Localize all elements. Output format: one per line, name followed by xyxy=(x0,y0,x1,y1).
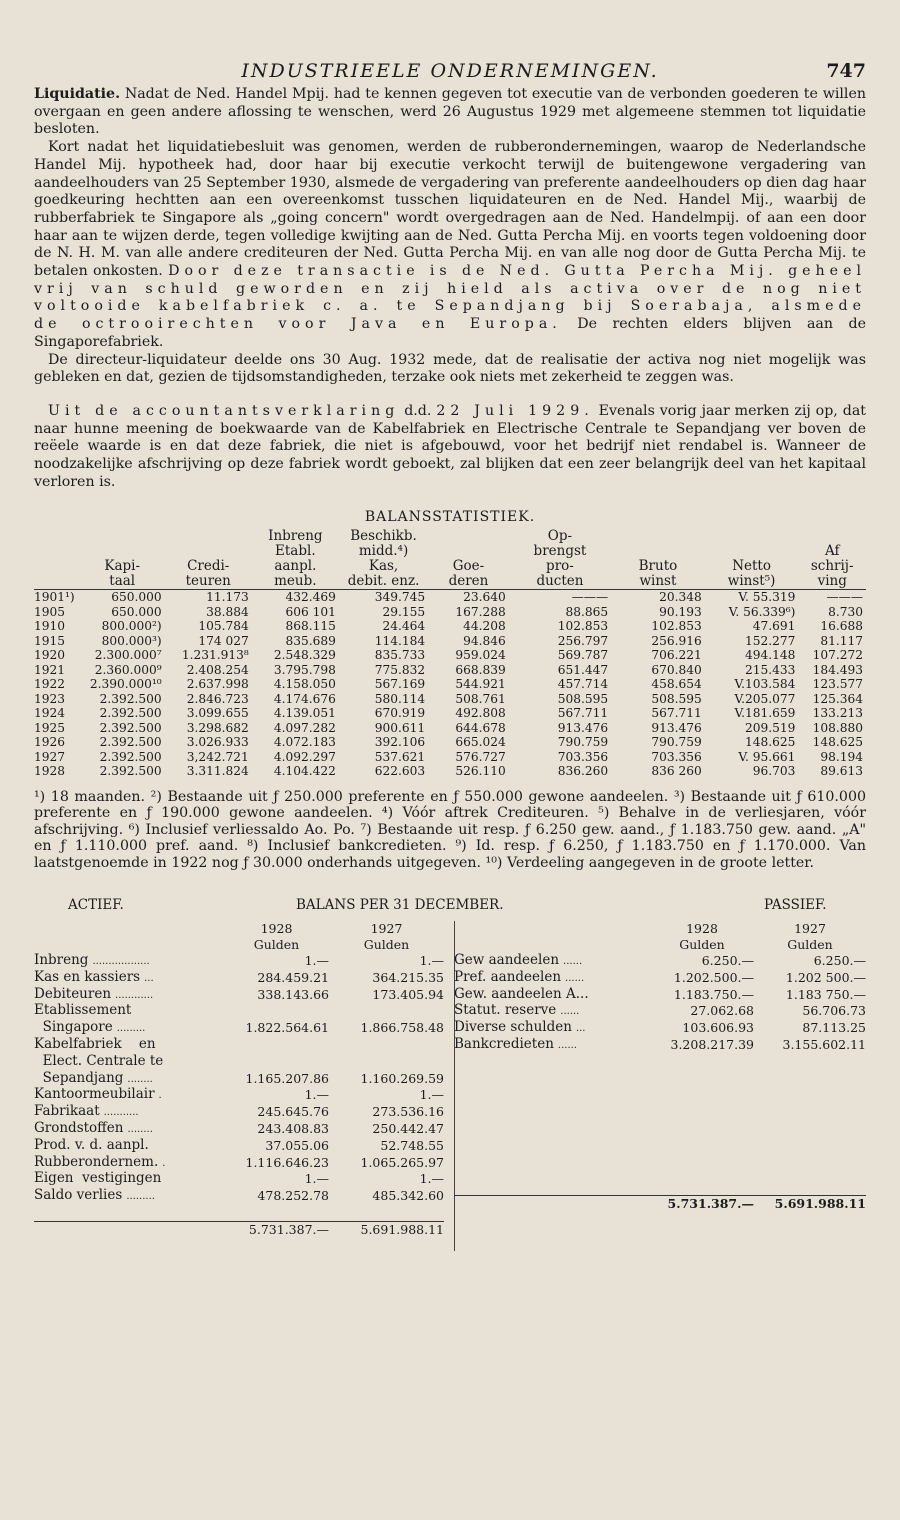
table-cell: 4.174.676 xyxy=(273,691,336,706)
activa-row xyxy=(34,1121,444,1138)
table-cell: 38.884 xyxy=(206,604,249,619)
table-cell: 665.024 xyxy=(455,735,506,750)
table-cell: ——— xyxy=(571,590,609,605)
table-cell: V. 56.339⁶) xyxy=(728,604,796,619)
row-year: 1922 xyxy=(34,677,66,692)
table-cell: 703.356 xyxy=(557,749,609,764)
value-1927: 1.065.265.97 xyxy=(360,1154,444,1170)
line-label: Inbreng xyxy=(34,952,89,969)
passiva-row xyxy=(454,953,866,970)
table-cell: 4.097.282 xyxy=(273,720,336,735)
leader-dots: ........... xyxy=(103,1107,139,1119)
passiva-side: 1928 1927 Gulden Gulden Gew aandeelen ...... 6.250.— 6.250.— Pref. aandeelen ...... 1.202.500.— 1.202 500.— Gew. aandeelen A... 1.183.750.— 1.183 750.— Statut. reserve ...... 27.062.68 56.706.73 Diverse schulden ... 103.606.93 87.113.25 Bankcredieten ...... 3.208.217.39 3.155.602.11 5.731.387.— 5.691.988.11 xyxy=(454,921,866,1211)
value-1927 xyxy=(329,1037,444,1054)
value-1928: 1.— xyxy=(304,1087,329,1103)
table-cell: 800.000³) xyxy=(101,633,162,648)
table-cell: 3.311.824 xyxy=(186,764,249,779)
spaced-text: Door deze transactie is de Ned. Gutta Percha Mij. geheel vrij van schuld geworden en zij hield als activa over de nog niet voltooide kabelfabriek c. a. te Sepandjang bij Soerabaja, alsmede de octrooirechten voor Java en Europa. xyxy=(34,263,867,333)
table-cell: 4.092.297 xyxy=(273,749,336,764)
table-cell: 152.277 xyxy=(745,633,796,648)
leader-dots: ... xyxy=(144,972,154,984)
line-label: Kas en kassiers xyxy=(34,968,141,985)
activa-row xyxy=(34,1071,444,1088)
table-cell: 2.390.000¹⁰ xyxy=(89,677,162,692)
table-cell: 775.832 xyxy=(374,662,426,677)
value-1928 xyxy=(224,1003,329,1020)
leader-dots: ...... xyxy=(560,1006,580,1018)
line-label: Diverse schulden xyxy=(454,1019,572,1036)
leader-dots: . xyxy=(162,1157,166,1169)
line-label: Saldo verlies xyxy=(34,1187,123,1204)
stats-title: BALANSSTATISTIEK. xyxy=(364,509,536,526)
table-cell: 392.106 xyxy=(374,735,426,750)
table-cell: 2.637.998 xyxy=(186,677,249,692)
value-1927: 6.250.— xyxy=(813,953,866,969)
table-cell: ——— xyxy=(826,590,863,605)
activa-row xyxy=(34,1003,444,1020)
table-cell: 670.919 xyxy=(374,706,426,721)
activa-title: ACTIEF. xyxy=(68,897,124,914)
table-cell: 576.727 xyxy=(455,749,506,764)
table-cell: V. 55.319 xyxy=(738,590,796,605)
passiva-row xyxy=(454,1020,866,1037)
activa-row xyxy=(34,1037,444,1054)
table-cell: 88.865 xyxy=(565,604,609,619)
table-cell: 349.745 xyxy=(374,590,426,605)
table-row xyxy=(34,634,866,649)
leader-dots: ........ xyxy=(127,1124,153,1136)
table-cell: 11.173 xyxy=(206,590,249,605)
table-cell: 670.840 xyxy=(651,662,702,677)
balance-sheet xyxy=(34,897,866,1257)
line-label: Sepandjang xyxy=(34,1069,124,1086)
table-cell: 209.519 xyxy=(745,720,796,735)
passiva-title: PASSIEF. xyxy=(764,897,827,914)
activa-row xyxy=(34,1054,444,1071)
table-cell: 492.808 xyxy=(455,706,506,721)
table-cell: 114.184 xyxy=(374,633,426,648)
table-cell: 836 260 xyxy=(651,764,702,779)
value-1928: 6.250.— xyxy=(701,953,754,969)
table-cell: 24.464 xyxy=(382,619,426,634)
table-cell: 8.730 xyxy=(828,604,863,619)
activa-total-1927: 5.691.988.11 xyxy=(360,1222,444,1238)
row-year: 1926 xyxy=(34,735,66,750)
table-cell: 47.691 xyxy=(752,619,796,634)
running-header xyxy=(34,56,866,86)
passiva-row xyxy=(454,987,866,1004)
leader-dots: ............ xyxy=(115,989,154,1001)
table-cell: 3.099.655 xyxy=(186,706,249,721)
value-1928 xyxy=(224,1037,329,1054)
table-cell: 650.000 xyxy=(111,590,162,605)
value-1927: 250.442.47 xyxy=(372,1121,444,1137)
balance-statistics-table: Inbreng Beschikb. Op- Etabl. midd.⁴) brengst Af Kapi- Credi- aanpl. Kas, Goe- pro- Bruto Netto schrij- taal teuren meub. debit. enz. deren ducten winst winst⁵) ving 1901¹) 650.000 11.173 432.469 349.745 23.640 ——— 20.348 V. 55.319 ——— 1905 650.000 38.884 606 101 29.155 167.288 88.865 90.193 V. 56.339⁶) 8.730 1910 800.000²) 105.784 868.115 24.464 44.208 102.853 102.853 47.691 16.688 1915 800.000³) 174 027 835.689 114.184 94.846 256.797 256.916 152.277 81.117 1920 2.300.000⁷ 1.231.913⁸ 2.548.329 835.733 959.024 569.787 706.221 494.148 107.272 1921 2.360.000⁹ 2.408.254 3.795.798 775.832 668.839 651.447 670.840 215.433 184.493 1922 2.390.000¹⁰ 2.637.998 4.158.050 567.169 544.921 457.714 458.654 V.103.584 123.577 1923 2.392.500 2.846.723 4.174.676 580.114 508.761 508.595 508.595 V.205.077 125.364 1924 2.392.500 3.099.655 4.139.051 670.919 492.808 567.711 567.711 V.181.659 133.213 1925 2.392.500 3.298.682 4.097.282 900.611 644.678 913.476 913.476 209.519 108.880 1926 2.392.500 3.026.933 4.072.183 392.106 665.024 790.759 790.759 148.625 148.625 1927 2.392.500 3,242.721 4.092.297 537.621 576.727 703.356 703.356 V. 95.661 98.194 1928 2.392.500 3.311.824 4.104.422 622.603 526.110 836.260 836 260 96.703 89.613 xyxy=(34,529,866,779)
table-cell: 174 027 xyxy=(198,633,249,648)
value-1928: 1.183.750.— xyxy=(673,986,754,1002)
passiva-row xyxy=(454,1037,866,1054)
page xyxy=(34,56,866,1257)
table-cell: 567.711 xyxy=(557,706,609,721)
table-cell: 800.000²) xyxy=(101,619,162,634)
value-1928: 338.143.66 xyxy=(257,986,329,1002)
table-cell: 4.139.051 xyxy=(273,706,336,721)
table-cell: 432.469 xyxy=(285,590,336,605)
paragraph-directeur: De directeur-liquidateur deelde ons 30 Aug. 1932 mede, dat de realisatie der activa nog niet mogelijk was gebleken en dat, gezien de tijdsomstandigheden, terzake ook niets met zekerheid te zeggen was. xyxy=(34,351,866,386)
table-cell: V.205.077 xyxy=(734,691,796,706)
line-label: Kantoormeubilair xyxy=(34,1086,155,1103)
table-cell: 567.711 xyxy=(651,706,702,721)
table-cell: 2.392.500 xyxy=(99,735,162,750)
table-cell: 868.115 xyxy=(285,619,336,634)
leader-dots: ...... xyxy=(565,972,585,984)
leader-dots: ......... xyxy=(116,1023,146,1035)
activa-row xyxy=(34,1138,444,1155)
table-cell: 89.613 xyxy=(820,764,863,779)
value-1928 xyxy=(224,1054,329,1071)
activa-row xyxy=(34,1188,444,1205)
passiva-row xyxy=(454,970,866,987)
value-1928: 37.055.06 xyxy=(265,1137,329,1153)
activa-row xyxy=(34,970,444,987)
table-row xyxy=(34,692,866,707)
table-cell: 458.654 xyxy=(651,677,702,692)
paragraph-liquidatie: Liquidatie. Nadat de Ned. Handel Mpij. had te kennen gegeven tot executie van de verbonden goederen te willen overgaan en geen andere aflossing te wenschen, werd 26 Augustus 1929 met algemeene stemmen tot liquidatie besloten. xyxy=(34,86,866,138)
paragraph-lead: Liquidatie. xyxy=(34,86,121,102)
activa-row xyxy=(34,987,444,1004)
table-cell: 913.476 xyxy=(651,720,702,735)
value-1927: 485.342.60 xyxy=(372,1188,444,1204)
table-cell: V.181.659 xyxy=(734,706,796,721)
table-cell: 184.493 xyxy=(812,662,863,677)
row-year: 1920 xyxy=(34,648,66,663)
value-1927: 52.748.55 xyxy=(380,1137,444,1153)
line-label: Elect. Centrale te xyxy=(34,1052,164,1069)
line-label: Prod. v. d. aanpl. xyxy=(34,1136,149,1153)
table-cell: 544.921 xyxy=(455,677,506,692)
line-label: Pref. aandeelen xyxy=(454,968,562,985)
activa-row xyxy=(34,1104,444,1121)
table-cell: 123.577 xyxy=(812,677,863,692)
leader-dots: ... xyxy=(575,1023,586,1035)
table-cell: 102.853 xyxy=(557,619,609,634)
activa-row xyxy=(34,1087,444,1104)
table-cell: 3,242.721 xyxy=(186,749,249,764)
table-cell: 4.072.183 xyxy=(273,735,336,750)
table-cell: 29.155 xyxy=(382,604,426,619)
table-cell: 650.000 xyxy=(111,604,162,619)
table-cell: 508.595 xyxy=(557,691,609,706)
value-1928: 103.606.93 xyxy=(682,1020,754,1036)
value-1927 xyxy=(329,1003,444,1020)
value-1927: 3.155.602.11 xyxy=(782,1037,866,1053)
line-label: Fabrikaat xyxy=(34,1103,100,1120)
table-row xyxy=(34,721,866,736)
table-cell: 900.611 xyxy=(374,720,426,735)
activa-row xyxy=(34,1155,444,1172)
table-cell: 94.846 xyxy=(463,633,506,648)
value-1928: 27.062.68 xyxy=(690,1003,754,1019)
table-row xyxy=(34,750,866,765)
row-year: 1905 xyxy=(34,604,66,619)
table-cell: 2.392.500 xyxy=(99,691,162,706)
table-cell: 2.392.500 xyxy=(99,720,162,735)
table-cell: 2.392.500 xyxy=(99,764,162,779)
table-cell: 96.703 xyxy=(752,764,796,779)
passiva-row xyxy=(454,1003,866,1020)
value-1927: 1.160.269.59 xyxy=(360,1070,444,1086)
table-row xyxy=(34,735,866,750)
table-row xyxy=(34,605,866,620)
line-label: Rubberondernem. xyxy=(34,1153,159,1170)
table-cell: 20.348 xyxy=(659,590,702,605)
value-1928: 245.645.76 xyxy=(257,1104,329,1120)
table-cell: 2.392.500 xyxy=(99,749,162,764)
row-year: 1915 xyxy=(34,633,66,648)
table-cell: 457.714 xyxy=(557,677,609,692)
leader-dots: .................. xyxy=(92,956,150,968)
table-cell: 108.880 xyxy=(812,720,863,735)
table-cell: 569.787 xyxy=(557,648,609,663)
table-cell: 2.392.500 xyxy=(99,706,162,721)
leader-dots: ......... xyxy=(126,1191,155,1203)
line-label: Etablissement xyxy=(34,1002,132,1019)
row-year: 1924 xyxy=(34,706,66,721)
table-cell: 105.784 xyxy=(198,619,249,634)
table-cell: 537.621 xyxy=(374,749,426,764)
value-1927: 1.— xyxy=(419,1171,444,1187)
table-cell: V.103.584 xyxy=(734,677,796,692)
table-cell: 256.797 xyxy=(557,633,609,648)
table-cell: 2.846.723 xyxy=(186,691,249,706)
line-label: Kabelfabriek en xyxy=(34,1036,156,1053)
table-row xyxy=(34,677,866,692)
leader-dots: ...... xyxy=(557,1040,577,1052)
row-year: 1925 xyxy=(34,720,66,735)
table-cell: 3.298.682 xyxy=(186,720,249,735)
line-label: Eigen vestigingen xyxy=(34,1170,162,1187)
value-1927: 364.215.35 xyxy=(372,969,444,985)
table-cell: 703.356 xyxy=(651,749,702,764)
value-1928: 1.— xyxy=(304,953,329,969)
table-cell: 1.231.913⁸ xyxy=(181,648,249,663)
page-number: 747 xyxy=(826,60,866,82)
table-cell: 567.169 xyxy=(374,677,426,692)
table-row xyxy=(34,663,866,678)
table-cell: 835.689 xyxy=(285,633,336,648)
balance-title: BALANS PER 31 DECEMBER. xyxy=(296,897,504,914)
table-cell: 16.688 xyxy=(820,619,863,634)
table-cell: 494.148 xyxy=(745,648,796,663)
table-cell: 90.193 xyxy=(659,604,702,619)
activa-row xyxy=(34,1020,444,1037)
value-1928: 243.408.83 xyxy=(257,1121,329,1137)
value-1927: 56.706.73 xyxy=(802,1003,866,1019)
value-1927 xyxy=(329,1054,444,1071)
value-1928: 1.202.500.— xyxy=(673,969,754,985)
line-label: Gew. aandeelen A... xyxy=(454,985,589,1002)
row-year: 1927 xyxy=(34,749,66,764)
table-row xyxy=(34,706,866,721)
leader-dots: ........ xyxy=(127,1073,153,1085)
table-cell: 2.408.254 xyxy=(186,662,249,677)
value-1928: 284.459.21 xyxy=(257,969,329,985)
value-1928: 1.— xyxy=(304,1171,329,1187)
value-1927: 87.113.25 xyxy=(802,1020,866,1036)
table-cell: 644.678 xyxy=(455,720,506,735)
table-cell: 959.024 xyxy=(455,648,506,663)
line-label: Bankcredieten xyxy=(454,1036,554,1053)
footnotes: ¹) 18 maanden. ²) Bestaande uit ƒ 250.000 preferente en ƒ 550.000 gewone aandeelen. ³) Bestaande uit ƒ 610.000 preferente en ƒ 190.000 gewone aandeelen. ⁴) Vóór aftrek Crediteuren. ⁵) Behalve in de verliesjaren, vóór afschrijving. ⁶) Inclusief verliessaldo Ao. Po. ⁷) Bestaande uit resp. ƒ 6.250 gew. aand., ƒ 1.183.750 gew. aand. „A" en ƒ 1.110.000 pref. aand. ⁸) Inclusief bankcredieten. ⁹) Id. resp. ƒ 6.250, ƒ 1.183.750 en ƒ 1.170.000. Van laatstgenoemde in 1922 nog ƒ 30.000 onderhands uitgegeven. ¹⁰) Verdeeling aangegeven in de groote letter. xyxy=(34,788,866,871)
leader-dots: ...... xyxy=(563,956,583,968)
activa-row xyxy=(34,953,444,970)
line-label: Singapore xyxy=(34,1019,113,1036)
table-cell: 4.158.050 xyxy=(273,677,336,692)
table-cell: 98.194 xyxy=(820,749,863,764)
table-cell: 102.853 xyxy=(651,619,702,634)
table-cell: 23.640 xyxy=(463,590,506,605)
line-label: Debiteuren xyxy=(34,985,112,1002)
paragraph-executie: Kort nadat het liquidatiebesluit was genomen, werden de rubberondernemingen, waarop de Nederlandsche Handel Mij. hypotheek had, door haar bij executie verkocht terwijl de buitengewone vergadering van aandeelhouders van 25 September 1930, alsmede de vergadering van preferente aandeelhouders op dien dag haar goedkeuring hechtten aan een overeenkomst tusschen liquidateuren en de Ned. Handel Mij., waarbij de rubberfabriek te Singapore als „going concern" wordt overgedragen aan de Ned. Handelmpij. of aan een door haar aan te wijzen derde, tegen volledige kwijting aan de Ned. Gutta Percha Mij. en voorts tegen voldoening door de N. H. M. van alle andere crediteuren der Ned. Gutta Percha Mij. en van alle nog door de Gutta Percha Mij. te betalen onkosten. Door deze transactie is de Ned. Gutta Percha Mij. geheel vrij van schuld geworden en zij hield als activa over de nog niet voltooide kabelfabriek c. a. te Sepandjang bij Soerabaja, alsmede de octrooirechten voor Java en Europa. De rechten elders blijven aan de Singaporefabriek. xyxy=(34,139,867,350)
row-year: 1901¹) xyxy=(34,590,75,605)
table-cell: 148.625 xyxy=(812,735,863,750)
line-label: Grondstoffen xyxy=(34,1120,124,1137)
table-cell: 508.761 xyxy=(455,691,506,706)
table-row xyxy=(34,764,866,779)
table-cell: 215.433 xyxy=(745,662,796,677)
table-cell: 125.364 xyxy=(812,691,863,706)
table-cell: 913.476 xyxy=(557,720,609,735)
value-1927: 1.866.758.48 xyxy=(360,1020,444,1036)
value-1928: 1.116.646.23 xyxy=(245,1154,329,1170)
leader-dots: . xyxy=(158,1090,162,1102)
activa-row xyxy=(34,1171,444,1188)
table-cell: 508.595 xyxy=(651,691,702,706)
table-cell: 668.839 xyxy=(455,662,506,677)
table-cell: 148.625 xyxy=(745,735,796,750)
value-1927: 173.405.94 xyxy=(372,986,444,1002)
table-cell: 4.104.422 xyxy=(273,764,336,779)
value-1928: 1.822.564.61 xyxy=(245,1020,329,1036)
value-1928: 478.252.78 xyxy=(257,1188,329,1204)
value-1927: 1.202 500.— xyxy=(785,969,866,985)
table-cell: 44.208 xyxy=(463,619,506,634)
table-cell: 836.260 xyxy=(557,764,609,779)
table-cell: 2.360.000⁹ xyxy=(94,662,162,677)
table-cell: 606 101 xyxy=(285,604,336,619)
table-row xyxy=(34,619,866,634)
table-cell: 790.759 xyxy=(557,735,609,750)
activa-total-1928: 5.731.387.— xyxy=(248,1222,329,1238)
value-1928: 1.165.207.86 xyxy=(245,1070,329,1086)
table-cell: 526.110 xyxy=(455,764,506,779)
row-year: 1923 xyxy=(34,691,66,706)
table-row xyxy=(34,590,866,605)
table-cell: 3.026.933 xyxy=(186,735,249,750)
passiva-total-1927: 5.691.988.11 xyxy=(774,1195,866,1211)
table-cell: 2.300.000⁷ xyxy=(94,648,162,663)
table-row xyxy=(34,648,866,663)
passiva-total-1928: 5.731.387.— xyxy=(667,1195,754,1211)
table-cell: V. 95.661 xyxy=(738,749,796,764)
table-cell: 835.733 xyxy=(374,648,426,663)
line-label: Gew aandeelen xyxy=(454,952,560,969)
line-label: Statut. reserve xyxy=(454,1002,557,1019)
table-cell: 133.213 xyxy=(812,706,863,721)
table-cell: 167.288 xyxy=(455,604,506,619)
table-cell: 2.548.329 xyxy=(273,648,336,663)
running-title: INDUSTRIEELE ONDERNEMINGEN. xyxy=(241,60,659,82)
value-1928: 3.208.217.39 xyxy=(670,1037,754,1053)
table-cell: 651.447 xyxy=(557,662,609,677)
paragraph-accountant: Uit de accountantsverklaring d.d. 22 Juli 1929. Evenals vorig jaar merken zij op, dat naar hunne meening de boekwaarde van de Kabelfabriek en Electrische Centrale te Sepandjang ver boven de reëele waarde is en dat deze fabriek, die niet is afgebouwd, voor het bedrijf niet rendabel is. Wanneer de noodzakelijke afschrijving op deze fabriek wordt geboekt, zal blijken dat een zeer belangrijk deel van het kapitaal verloren is. xyxy=(34,402,866,490)
table-cell: 3.795.798 xyxy=(273,662,336,677)
table-cell: 622.603 xyxy=(374,764,426,779)
table-cell: 580.114 xyxy=(374,691,426,706)
activa-side: 1928 1927 Gulden Gulden Inbreng .................. 1.— 1.— Kas en kassiers ... 284.459.21 364.215.35 Debiteuren ............ 338.143.66 173.405.94 Etablissement Singapore ......... 1.822.564.61 1.866.758.48 Kabelfabriek en Elect. Centrale te Sepandjang ........ 1.165.207.86 1.160.269.59 Kantoormeubilair . 1.— 1.— Fabrikaat ........... 245.645.76 273.536.16 Grondstoffen ........ 243.408.83 250.442.47 Prod. v. d. aanpl. 37.055.06 52.748.55 Rubberondernem. . 1.116.646.23 1.065.265.97 Eigen vestigingen 1.— 1.— Saldo verlies ......... 478.252.78 485.342.60 5.731.387.— 5.691.988.11 xyxy=(34,921,444,1238)
table-cell: 706.221 xyxy=(651,648,702,663)
table-cell: 256.916 xyxy=(651,633,702,648)
value-1927: 1.183 750.— xyxy=(785,986,866,1002)
table-cell: 107.272 xyxy=(812,648,863,663)
value-1927: 1.— xyxy=(419,1087,444,1103)
table-cell: 790.759 xyxy=(651,735,702,750)
value-1927: 273.536.16 xyxy=(372,1104,444,1120)
row-year: 1928 xyxy=(34,764,66,779)
row-year: 1910 xyxy=(34,619,66,634)
value-1927: 1.— xyxy=(419,953,444,969)
row-year: 1921 xyxy=(34,662,66,677)
table-cell: 81.117 xyxy=(820,633,863,648)
